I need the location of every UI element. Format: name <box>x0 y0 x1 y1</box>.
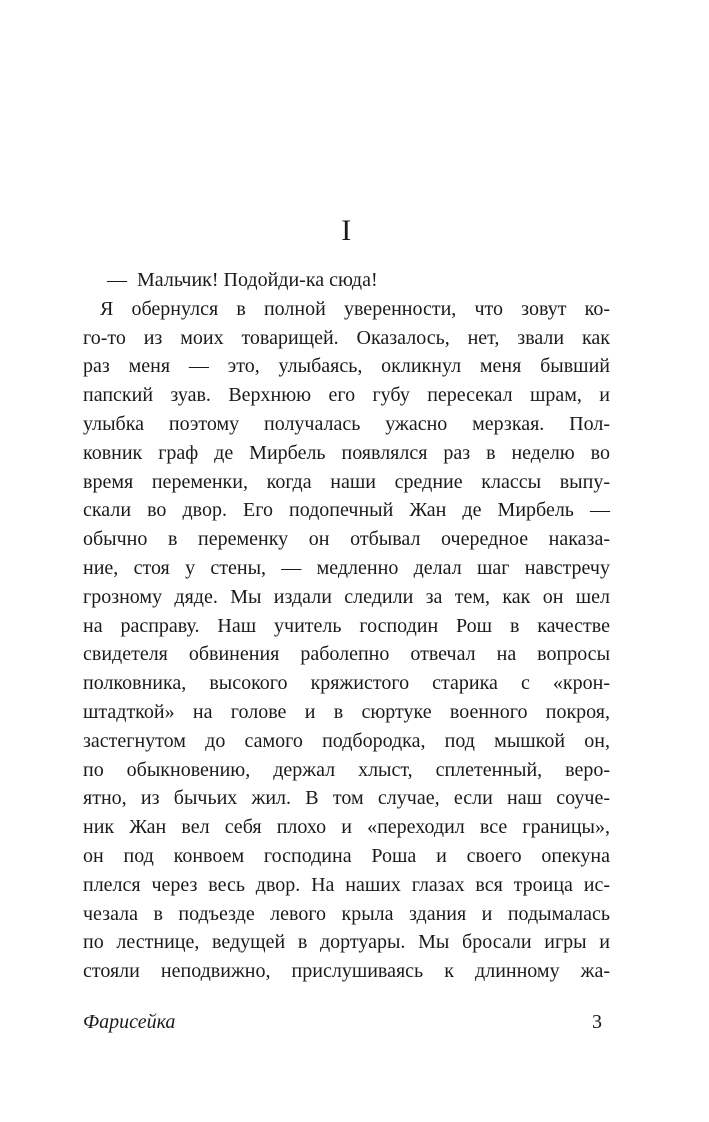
text-line: ник Жан вел себя плохо и «переходил все границы», <box>83 816 610 839</box>
text-line: на расправу. Наш учитель господин Рош в качестве <box>83 614 610 637</box>
text-line: — Мальчик! Подойди-ка сюда! <box>107 269 378 291</box>
text-line: чезала в подъезде левого крыла здания и подымалась <box>83 902 610 925</box>
text-line: улыбка поэтому получалась ужасно мерзкая. Пол- <box>83 412 610 435</box>
running-title: Фарисейка <box>83 1011 176 1033</box>
text-line: ковник граф де Мирбель появлялся раз в неделю во <box>83 441 610 464</box>
text-line: штадткой» на голове и в сюртуке военного покроя, <box>83 700 610 723</box>
text-line: стояли неподвижно, прислушиваясь к длинному жа- <box>83 960 610 983</box>
text-line: скали во двор. Его подопечный Жан де Мирбель — <box>83 499 610 522</box>
text-line: по обыкновению, держал хлыст, сплетенный, веро- <box>83 758 610 781</box>
text-line: ние, стоя у стены, — медленно делал шаг навстречу <box>83 556 610 579</box>
text-line: время переменки, когда наши средние классы выпу- <box>83 470 610 493</box>
text-line: обычно в переменку он отбывал очередное наказа- <box>83 528 610 551</box>
text-line: по лестнице, ведущей в дортуары. Мы бросали игры и <box>83 931 610 954</box>
text-line: го-то из моих товарищей. Оказалось, нет, звали как <box>83 326 610 349</box>
text-line: Я обернулся в полной уверенности, что зовут ко- <box>100 297 610 320</box>
text-line: он под конвоем господина Роша и своего опекуна <box>83 844 610 867</box>
chapter-heading: I <box>341 214 352 247</box>
text-line: плелся через весь двор. На наших глазах вся троица ис- <box>83 873 610 896</box>
text-line: полковника, высокого кряжистого старика с «крон- <box>83 672 610 695</box>
text-line: раз меня — это, улыбаясь, окликнул меня бывший <box>83 355 610 378</box>
text-line: грозному дяде. Мы издали следили за тем, как он шел <box>83 585 610 608</box>
text-line: застегнутом до самого подбородка, под мышкой он, <box>83 729 610 752</box>
text-line: свидетеля обвинения раболепно отвечал на вопросы <box>83 643 610 666</box>
page-footer <box>83 1009 610 1035</box>
body-text <box>83 266 610 986</box>
text-line: папский зуав. Верхнюю его губу пересекал шрам, и <box>83 384 610 407</box>
text-line: ятно, из бычьих жил. В том случае, если наш соуче- <box>83 787 610 810</box>
page-number: 3 <box>592 1011 602 1033</box>
